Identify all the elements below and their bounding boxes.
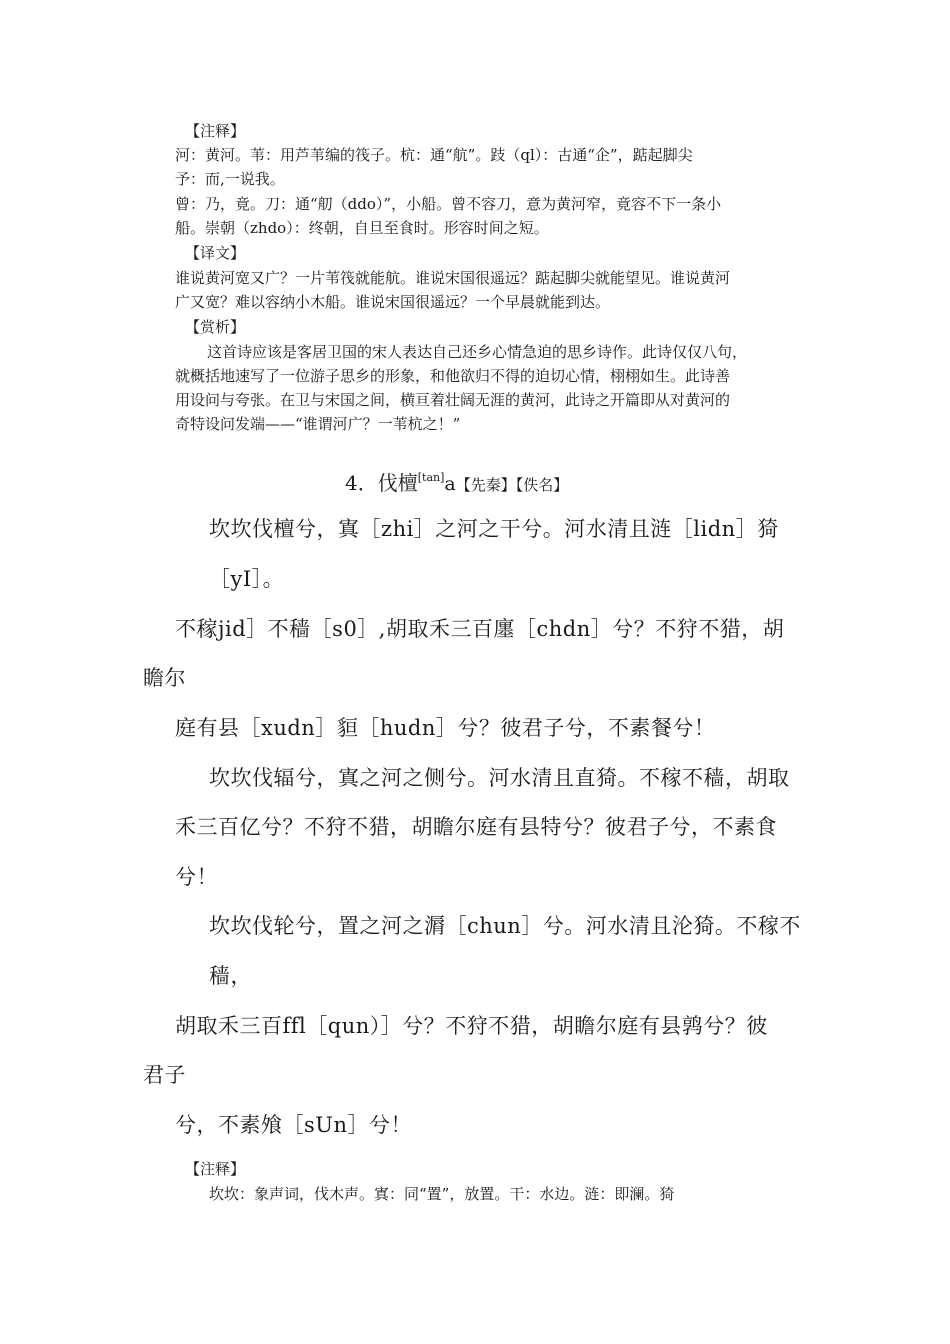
poem-line: ［yI］。 <box>209 567 285 591</box>
poem-line: 兮！ <box>175 865 218 889</box>
poem-line: 坎坎伐辐兮，寘之河之侧兮。河水清且直猗。不稼不穑，胡取 <box>209 766 790 790</box>
note-line: 船。崇朝（zhdo）：终朝，自旦至食时。形容时间之短。 <box>175 219 549 237</box>
poem-line: 君子 <box>143 1063 186 1087</box>
poem-line: 坎坎伐轮兮，置之河之漘［chun］兮。河水清且沦猗。不稼不 <box>209 914 801 938</box>
poem-line: 坎坎伐檀兮，寘［zhi］之河之干兮。河水清且涟［lidn］猗 <box>209 517 779 541</box>
poem-title <box>345 463 568 500</box>
poem-title-tags: 【先秦】【佚名】 <box>455 476 569 494</box>
note-line: 坎坎：象声词，伐木声。寘：同“置”，放置。干：水边。涟：即澜。猗 <box>209 1185 675 1203</box>
notes-heading: 【注释】 <box>185 1160 246 1178</box>
note-line: 曾：乃，竟。刀：通“舠（ddo）”，小船。曾不容刀，意为黄河窄，竟容不下一条小 <box>175 195 722 213</box>
poem-title-pronunciation: [tan] <box>417 471 445 484</box>
notes-heading: 【注释】 <box>185 122 246 140</box>
note-line: 予：而,一说我。 <box>175 170 285 188</box>
translation-line: 谁说黄河宽又广？一片苇筏就能航。谁说宋国很遥远？踮起脚尖就能望见。谁说黄河 <box>175 269 731 287</box>
note-line: 河：黄河。苇：用芦苇编的筏子。杭：通“航”。跂（ql）：古通“企”，踮起脚尖 <box>175 146 693 164</box>
poem-line: 胡取禾三百ffl［qun）］兮？不狩不猎，胡瞻尔庭有县鹑兮？彼 <box>175 1014 768 1038</box>
poem-line: 不稼jid］不穑［s0］,胡取禾三百廛［chdn］兮？不狩不猎，胡 <box>175 617 785 641</box>
poem-line: 庭有县［xudn］貆［hudn］兮？彼君子兮，不素餐兮！ <box>175 716 716 740</box>
poem-title-pronunciation-letter: a <box>444 473 456 495</box>
translation-line: 广又宽？难以容纳小木船。谁说宋国很遥远？一个早晨就能到达。 <box>175 293 611 311</box>
appreciation-line: 奇特设问发端——“谁谓河广？一苇杭之！” <box>175 415 461 433</box>
poem-line: 瞻尔 <box>143 666 186 690</box>
appreciation-heading: 【赏析】 <box>185 318 246 336</box>
poem-line: 禾三百亿兮？不狩不猎，胡瞻尔庭有县特兮？彼君子兮，不素食 <box>175 815 777 839</box>
appreciation-line: 用设问与夸张。在卫与宋国之间，横亘着壮阔无涯的黄河，此诗之开篇即从对黄河的 <box>175 391 731 409</box>
appreciation-line: 就概括地速写了一位游子思乡的形象，和他欲归不得的迫切心情，栩栩如生。此诗善 <box>175 367 731 385</box>
poem-title-main: 4．伐檀 <box>345 471 418 495</box>
poem-line: 穑， <box>209 964 252 988</box>
translation-heading: 【译文】 <box>185 244 246 262</box>
appreciation-line: 这首诗应该是客居卫国的宋人表达自己还乡心情急迫的思乡诗作。此诗仅仅八句， <box>207 343 748 361</box>
poem-line: 兮，不素飧［sUn］兮！ <box>175 1113 412 1137</box>
